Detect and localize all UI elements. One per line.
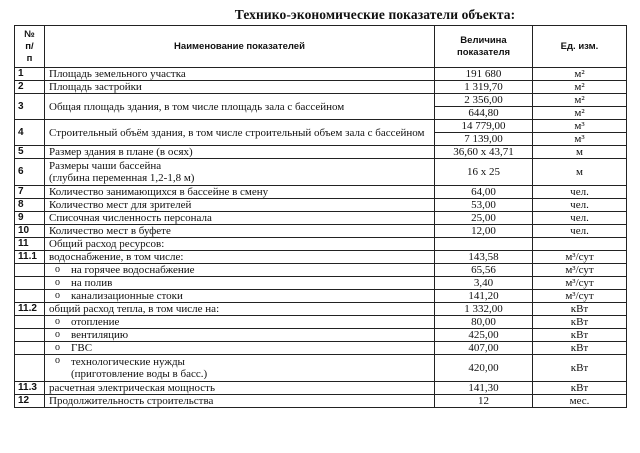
row-value: 64,00 [435,186,533,199]
table-row [15,68,627,81]
row-number: 10 [15,225,45,238]
row-unit: м² [533,94,627,107]
row-value-secondary: 7 139,00 [435,133,533,146]
table-row [15,395,627,408]
table-row [15,342,627,355]
row-unit: мес. [533,395,627,408]
row-value: 14 779,00 [435,120,533,133]
row-value: 80,00 [435,316,533,329]
row-value: 425,00 [435,329,533,342]
row-unit: кВт [533,303,627,316]
table-row [15,355,627,382]
table-row [15,329,627,342]
row-number: 9 [15,212,45,225]
row-name: Размер здания в плане (в осях) [45,146,435,159]
table-row [15,199,627,212]
row-unit: м³/сут [533,290,627,303]
row-unit: кВт [533,382,627,395]
table-row [15,251,627,264]
table-body [15,68,627,408]
row-value: 141,30 [435,382,533,395]
row-unit: м [533,159,627,186]
row-unit: кВт [533,316,627,329]
row-number: 7 [15,186,45,199]
row-unit: м³/сут [533,251,627,264]
row-value: 407,00 [435,342,533,355]
row-number: 11 [15,238,45,251]
row-value: 12 [435,395,533,408]
row-value: 141,20 [435,290,533,303]
row-name: расчетная электрическая мощность [45,382,435,395]
row-name: водоснабжение, в том числе: [45,251,435,264]
row-number: 5 [15,146,45,159]
table-row [15,94,627,107]
row-value: 3,40 [435,277,533,290]
row-name: o технологические нужды (приготовление воды в басс.) [45,355,435,382]
header-name: Наименование показателей [45,26,435,68]
row-name: Площадь земельного участка [45,68,435,81]
row-number: 11.1 [15,251,45,264]
row-value: 65,56 [435,264,533,277]
row-name: Общий расход ресурсов: [45,238,435,251]
row-name: o на горячее водоснабжение [45,264,435,277]
row-number: 3 [15,94,45,120]
row-unit: чел. [533,186,627,199]
table-row [15,316,627,329]
row-name: Количество занимающихся в бассейне в смену [45,186,435,199]
table-row [15,120,627,133]
row-unit: чел. [533,199,627,212]
row-unit: м³/сут [533,264,627,277]
row-number: 1 [15,68,45,81]
row-number [15,277,45,290]
row-value: 1 332,00 [435,303,533,316]
table-row [15,264,627,277]
row-value: 36,60 х 43,71 [435,146,533,159]
table-header-row [15,26,627,68]
row-name: Размеры чаши бассейна (глубина переменная 1,2-1,8 м) [45,159,435,186]
row-unit: м² [533,81,627,94]
row-value: 143,58 [435,251,533,264]
row-name: o канализационные стоки [45,290,435,303]
table-row [15,186,627,199]
row-number [15,342,45,355]
row-number: 11.2 [15,303,45,316]
table-row [15,290,627,303]
row-number [15,355,45,382]
row-number: 8 [15,199,45,212]
row-unit: кВт [533,329,627,342]
row-unit: чел. [533,225,627,238]
row-value: 53,00 [435,199,533,212]
row-number [15,329,45,342]
table-row [15,81,627,94]
row-unit: м³/сут [533,277,627,290]
row-unit-secondary: м³ [533,133,627,146]
row-value [435,238,533,251]
row-unit: кВт [533,342,627,355]
row-number: 2 [15,81,45,94]
table-row [15,238,627,251]
row-name: Количество мест в буфете [45,225,435,238]
row-unit: м³ [533,120,627,133]
table-row [15,146,627,159]
row-value: 12,00 [435,225,533,238]
table-row [15,225,627,238]
row-value: 16 х 25 [435,159,533,186]
table-row [15,277,627,290]
row-number: 6 [15,159,45,186]
row-number [15,264,45,277]
row-name: общий расход тепла, в том числе на: [45,303,435,316]
row-name: Продолжительность строительства [45,395,435,408]
table-row [15,159,627,186]
row-value-secondary: 644,80 [435,107,533,120]
row-value: 420,00 [435,355,533,382]
row-value: 191 680 [435,68,533,81]
row-number [15,316,45,329]
row-unit: м [533,146,627,159]
header-unit: Ед. изм. [533,26,627,68]
row-name: Общая площадь здания, в том числе площадь зала с бассейном [45,94,435,120]
table-row [15,303,627,316]
row-unit-secondary: м² [533,107,627,120]
row-name: Площадь застройки [45,81,435,94]
row-name: o отопление [45,316,435,329]
row-number: 4 [15,120,45,146]
row-number: 12 [15,395,45,408]
header-value: Величина показателя [435,26,533,68]
row-value: 1 319,70 [435,81,533,94]
row-name: Списочная численность персонала [45,212,435,225]
row-name: Строительный объём здания, в том числе строительный объем зала с бассейном [45,120,435,146]
row-value: 2 356,00 [435,94,533,107]
row-unit: кВт [533,355,627,382]
table-row [15,212,627,225]
row-name: o на полив [45,277,435,290]
row-number: 11.3 [15,382,45,395]
row-name: o ГВС [45,342,435,355]
indicators-table [14,25,627,408]
row-unit: чел. [533,212,627,225]
row-unit: м² [533,68,627,81]
header-num: № п/ п [15,26,45,68]
row-name: o вентиляцию [45,329,435,342]
row-name: Количество мест для зрителей [45,199,435,212]
row-unit [533,238,627,251]
table-row [15,382,627,395]
row-number [15,290,45,303]
page-title: Технико-экономические показатели объекта: [234,7,516,22]
row-value: 25,00 [435,212,533,225]
